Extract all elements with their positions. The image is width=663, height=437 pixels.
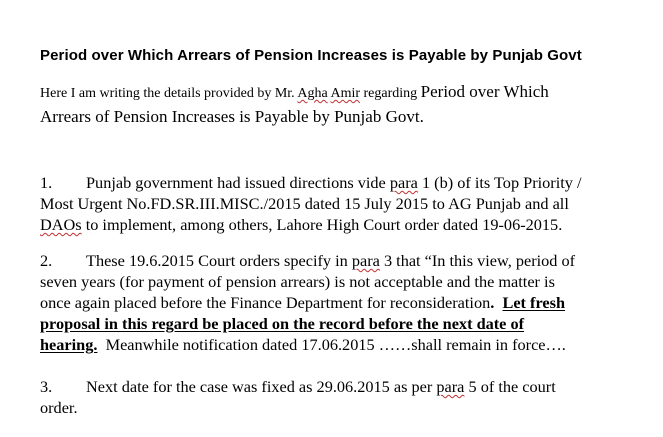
paragraph-2 xyxy=(40,250,660,355)
intro-line-1 xyxy=(40,80,640,105)
paragraph-1-text-end: to implement, among others, Lahore High Court order dated 19-06-2015. xyxy=(81,215,563,234)
paragraph-3-text-a: Next date for the case was fixed as 29.06.2015 as per xyxy=(86,377,437,396)
paragraph-3-line-2: order. xyxy=(40,398,78,417)
paragraph-2-emphasis-middle: proposal in this regard be placed on the record before the next date of xyxy=(40,314,525,333)
paragraph-2-line-1 xyxy=(40,250,660,271)
paragraph-2-text-3a: once again placed before the Finance Department for reconsideration xyxy=(40,293,491,312)
paragraph-1-para-word: para xyxy=(389,173,418,192)
paragraph-1-line-3 xyxy=(40,214,660,235)
paragraph-2-emphasis-end: hearing. xyxy=(40,335,98,354)
paragraph-1-line-1 xyxy=(40,172,660,193)
paragraph-1-text-a: Punjab government had issued directions vide xyxy=(86,173,390,192)
intro-paragraph xyxy=(40,80,640,129)
paragraph-2-text-end: Meanwhile notification dated 17.06.2015 ……shall remain in force…. xyxy=(97,335,566,354)
intro-mid: regarding xyxy=(360,86,421,101)
paragraph-1-daos-word: DAOs xyxy=(40,215,82,234)
paragraph-2-emphasis-start: Let fresh xyxy=(502,293,566,312)
paragraph-3 xyxy=(40,376,660,418)
document-title: Period over Which Arrears of Pension Increases is Payable by Punjab Govt xyxy=(40,47,582,64)
paragraph-2-line-5 xyxy=(40,334,660,355)
paragraph-3-number: 3. xyxy=(40,377,53,396)
paragraph-1-text-c: 1 (b) of its Top Priority / xyxy=(417,173,582,192)
intro-heading-part-b: Arrears of Pension Increases is Payable by Punjab Govt. xyxy=(40,107,424,126)
paragraph-2-number: 2. xyxy=(40,251,53,270)
paragraph-2-bold-period: . xyxy=(490,293,495,312)
paragraph-2-text-c: 3 that “In this view, period of xyxy=(379,251,576,270)
paragraph-2-para-word: para xyxy=(351,251,380,270)
paragraph-3-line-1 xyxy=(40,376,660,397)
paragraph-2-line-4 xyxy=(40,313,660,334)
intro-name-amir: Amir xyxy=(330,86,361,101)
paragraph-2-text-a: These 19.6.2015 Court orders specify in xyxy=(86,251,352,270)
paragraph-3-text-c: 5 of the court xyxy=(464,377,556,396)
intro-line-2 xyxy=(40,105,640,129)
paragraph-2-line-3 xyxy=(40,292,660,313)
paragraph-1-line-2: Most Urgent No.FD.SR.III.MISC./2015 dated 15 July 2015 to AG Punjab and all xyxy=(40,194,569,213)
intro-name-agha: Agha xyxy=(297,86,328,101)
paragraph-3-para-word: para xyxy=(436,377,465,396)
paragraph-1-number: 1. xyxy=(40,173,53,192)
paragraph-2-line-2: seven years (for payment of pension arrears) is not acceptable and the matter is xyxy=(40,272,555,291)
intro-heading-part-a: Period over Which xyxy=(420,82,549,101)
paragraph-1 xyxy=(40,172,660,235)
intro-prefix: Here I am writing the details provided by Mr. xyxy=(40,86,298,101)
